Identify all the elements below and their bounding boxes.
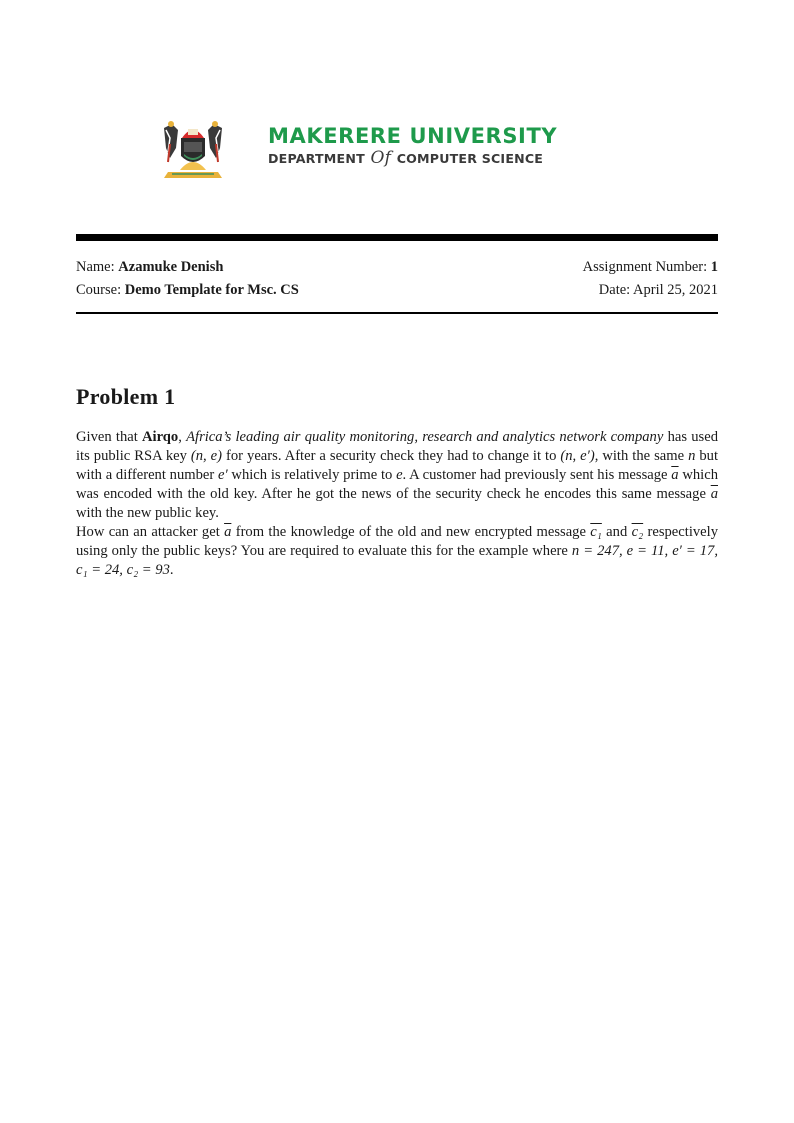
math-example-values: n = 247, e = 11, e′ = 17, c₁ = 24, c₂ = 93	[76, 543, 718, 578]
math-e: e	[396, 467, 403, 483]
department-of: Of	[370, 148, 392, 168]
math-c2-bar: c₂	[631, 524, 644, 540]
company-description: Africa’s leading air quality monitoring, research and analytics network company	[186, 429, 664, 445]
math-a-bar: $\overline{a}$	[710, 486, 718, 502]
text: and	[601, 524, 632, 540]
problem-paragraph-2	[76, 523, 718, 580]
department-name	[268, 149, 557, 168]
assignment-label: Assignment Number:	[582, 259, 708, 275]
university-name: MAKERERE UNIVERSITY	[268, 124, 558, 148]
text: ,	[178, 429, 187, 445]
makerere-crest-icon	[158, 118, 228, 182]
header-rule-thin	[76, 312, 718, 314]
math-new-key: (n, e′)	[560, 448, 595, 464]
date	[599, 281, 718, 299]
text: but with a different number	[76, 448, 719, 483]
text: for years. After a security check they had to change it to	[222, 448, 561, 464]
problem-body	[76, 428, 718, 580]
department-prefix: DEPARTMENT	[268, 151, 365, 166]
text: from the knowledge of the old and new encrypted message	[231, 524, 591, 540]
problem-title: Problem 1	[76, 384, 176, 409]
text: has used its public RSA key	[76, 429, 718, 464]
assignment-value: 1	[710, 259, 718, 275]
text: with the new public key.	[76, 505, 219, 521]
math-n: n	[688, 448, 696, 464]
text: which was encoded with the old key. After he got the news of the security check he encodes this same message	[76, 467, 718, 502]
math-e-prime: e′	[217, 467, 228, 483]
text: which is relatively prime to	[227, 467, 397, 483]
math-old-key: (n, e)	[190, 448, 223, 464]
math-a-bar: $\overline{a}$	[671, 467, 679, 483]
date-label: Date:	[598, 282, 631, 298]
student-name	[76, 258, 223, 276]
university-wordmark	[268, 124, 557, 168]
text: .	[169, 562, 174, 578]
text: respectively using only the public keys? You are required to evaluate this for the example where	[76, 524, 718, 559]
company-name: Airqo	[142, 429, 179, 445]
header-banner	[158, 118, 578, 184]
text: Given that	[76, 429, 142, 445]
text: How can an attacker get	[76, 524, 225, 540]
name-label: Name:	[76, 259, 115, 275]
assignment-number	[583, 258, 718, 276]
course-value: Demo Template for Msc. CS	[124, 282, 299, 298]
text: . A customer had previously sent his message	[402, 467, 672, 483]
department-suffix: COMPUTER SCIENCE	[396, 151, 544, 166]
problem-paragraph-1	[76, 428, 718, 523]
math-a-bar: $\overline{a}$	[224, 524, 232, 540]
math-c1-bar: c₁	[590, 524, 602, 540]
course	[76, 281, 299, 299]
header-rule-thick	[76, 234, 718, 241]
text: , with the same	[594, 448, 689, 464]
date-value: April 25, 2021	[633, 282, 718, 298]
name-value: Azamuke Denish	[118, 259, 224, 275]
course-label: Course:	[76, 282, 122, 298]
